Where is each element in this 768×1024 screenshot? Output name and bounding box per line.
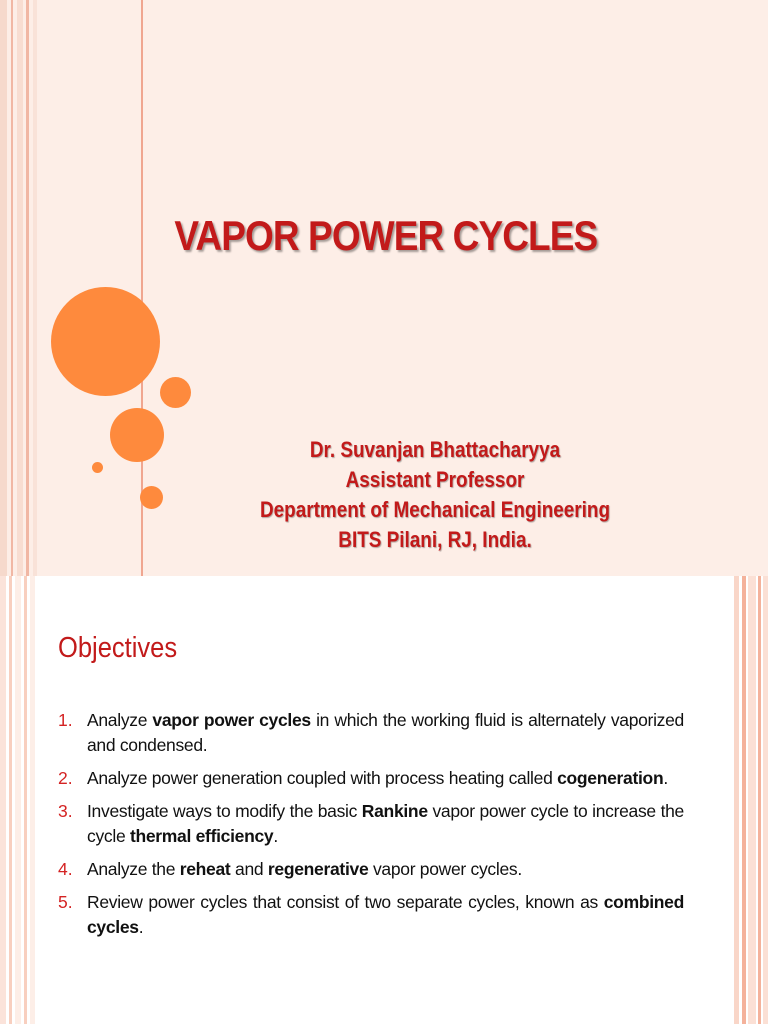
objective-text (87, 766, 684, 791)
objective-item (58, 799, 684, 849)
objectives-list (58, 708, 684, 948)
objective-key-term: regenerative (267, 859, 369, 879)
objective-number: 1. (58, 710, 73, 730)
author-position: Assistant Professor (345, 467, 525, 492)
author-block (164, 435, 706, 555)
objective-text-part: . (273, 826, 278, 846)
objective-text-part: vapor power cycles. (368, 859, 522, 879)
objective-item (58, 766, 684, 791)
small-orange-circle (160, 377, 191, 408)
tiny-orange-circle (92, 462, 103, 473)
objective-text-part: in which the working fluid is alternately vaporized and condensed. (87, 710, 684, 755)
objective-item (58, 708, 684, 758)
objective-text-part: Investigate ways to modify the basic (87, 801, 362, 821)
left-stripe (30, 576, 35, 1024)
objective-key-term: reheat (179, 859, 231, 879)
slide-title: VAPOR POWER CYCLES (174, 212, 598, 259)
left-stripe (0, 576, 6, 1024)
objective-item (58, 857, 684, 882)
left-stripe (9, 576, 12, 1024)
left-stripe (11, 0, 13, 576)
left-stripe (33, 0, 37, 576)
right-stripe (734, 576, 739, 1024)
right-stripe (748, 576, 756, 1024)
objective-number: 4. (58, 859, 73, 879)
objectives-heading: Objectives (58, 632, 178, 664)
objective-key-term: thermal efficiency (129, 826, 274, 846)
objective-text (87, 857, 684, 882)
objective-item (58, 890, 684, 940)
large-orange-circle (51, 287, 160, 396)
objective-text-part: Analyze (87, 710, 153, 730)
objective-text-part: . (663, 768, 668, 788)
objective-text-part: . (138, 917, 144, 937)
objective-key-term: vapor power cycles (152, 710, 311, 730)
author-institution: BITS Pilani, RJ, India. (338, 527, 532, 552)
objective-number: 3. (58, 801, 73, 821)
medium-orange-circle (110, 408, 164, 462)
right-stripe (763, 576, 768, 1024)
left-stripe (24, 576, 27, 1024)
right-stripe (758, 576, 761, 1024)
objective-text (87, 890, 684, 940)
objective-number: 2. (58, 768, 73, 788)
left-stripe (26, 0, 29, 576)
objective-text (87, 799, 684, 849)
left-stripe (0, 0, 7, 576)
left-stripe (15, 576, 21, 1024)
objective-text-part: vapor power cycle to increase the cycle (87, 801, 684, 846)
objective-key-term: Rankine (361, 801, 428, 821)
author-name: Dr. Suvanjan Bhattacharyya (309, 437, 561, 462)
objective-text-part: Review power cycles that consist of two separate cycles, known as (87, 892, 604, 912)
small-orange-circle (140, 486, 163, 509)
objective-number: 5. (58, 892, 73, 912)
objective-key-term: combined cycles (87, 892, 684, 937)
objective-key-term: cogeneration (557, 768, 664, 788)
left-stripe (17, 0, 23, 576)
objective-text-part: Analyze power generation coupled with process heating called (87, 768, 558, 788)
objective-text-part: and (230, 859, 268, 879)
author-department: Department of Mechanical Engineering (259, 497, 611, 522)
objective-text (87, 708, 684, 758)
right-stripe (742, 576, 746, 1024)
objective-text-part: Analyze the (87, 859, 180, 879)
objectives-slide (0, 576, 768, 1024)
